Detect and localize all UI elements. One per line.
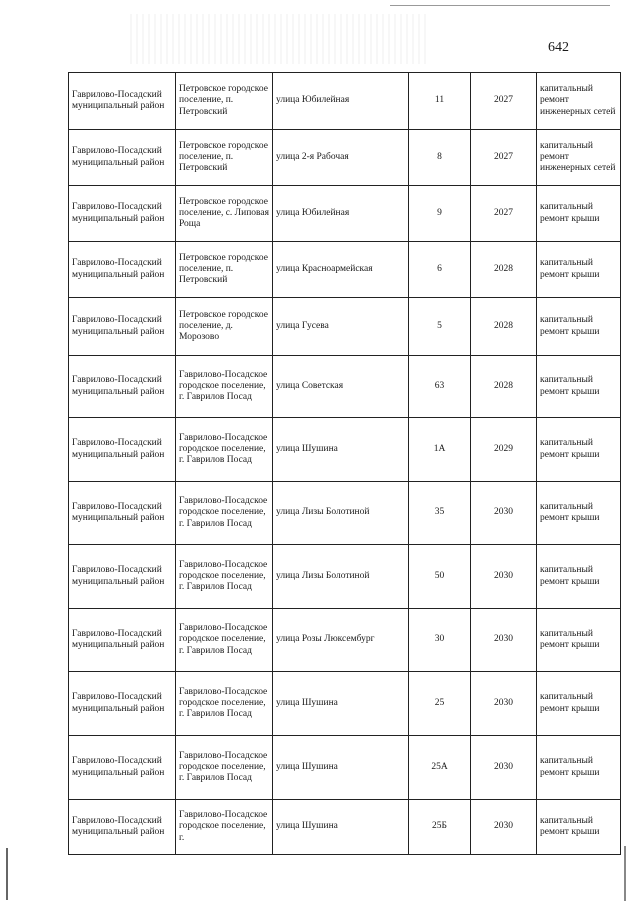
settlement-cell: Гаврилово-Посадское городское поселение, г. Гаврилов Посад	[176, 609, 273, 672]
district-cell: Гаврилово-Посадский муниципальный район	[69, 242, 176, 298]
district-cell: Гаврилово-Посадский муниципальный район	[69, 73, 176, 130]
street-cell: улица Красноармейская	[273, 242, 409, 298]
work-type-cell: капитальный ремонт крыши	[537, 242, 621, 298]
street-cell: улица Шушина	[273, 800, 409, 855]
street-cell: улица Шушина	[273, 418, 409, 482]
table-row	[69, 418, 621, 482]
house-number-cell: 6	[409, 242, 471, 298]
house-number-cell: 11	[409, 73, 471, 130]
house-number-cell: 50	[409, 545, 471, 609]
year-cell: 2030	[471, 609, 537, 672]
year-cell: 2030	[471, 672, 537, 736]
house-number-cell: 30	[409, 609, 471, 672]
street-cell: улица Шушина	[273, 736, 409, 800]
work-type-cell: капитальный ремонт крыши	[537, 672, 621, 736]
year-cell: 2030	[471, 800, 537, 855]
work-type-cell: капитальный ремонт крыши	[537, 418, 621, 482]
district-cell: Гаврилово-Посадский муниципальный район	[69, 736, 176, 800]
district-cell: Гаврилово-Посадский муниципальный район	[69, 609, 176, 672]
table-row	[69, 609, 621, 672]
district-cell: Гаврилово-Посадский муниципальный район	[69, 482, 176, 545]
district-cell: Гаврилово-Посадский муниципальный район	[69, 672, 176, 736]
settlement-cell: Петровское городское поселение, п. Петровский	[176, 73, 273, 130]
house-number-cell: 25Б	[409, 800, 471, 855]
work-type-cell: капитальный ремонт крыши	[537, 482, 621, 545]
settlement-cell: Гаврилово-Посадское городское поселение, г. Гаврилов Посад	[176, 418, 273, 482]
table-row	[69, 73, 621, 130]
street-cell: улица Юбилейная	[273, 73, 409, 130]
table-row	[69, 736, 621, 800]
work-type-cell: капитальный ремонт инженерных сетей	[537, 130, 621, 186]
year-cell: 2030	[471, 736, 537, 800]
house-number-cell: 8	[409, 130, 471, 186]
table-row	[69, 186, 621, 242]
settlement-cell: Гаврилово-Посадское городское поселение, г. Гаврилов Посад	[176, 545, 273, 609]
house-number-cell: 25А	[409, 736, 471, 800]
house-number-cell: 25	[409, 672, 471, 736]
street-cell: улица Гусева	[273, 298, 409, 356]
settlement-cell: Петровское городское поселение, п. Петровский	[176, 130, 273, 186]
settlement-cell: Петровское городское поселение, с. Липовая Роща	[176, 186, 273, 242]
work-type-cell: капитальный ремонт крыши	[537, 186, 621, 242]
year-cell: 2030	[471, 545, 537, 609]
work-type-cell: капитальный ремонт крыши	[537, 298, 621, 356]
settlement-cell: Гаврилово-Посадское городское поселение, г. Гаврилов Посад	[176, 736, 273, 800]
district-cell: Гаврилово-Посадский муниципальный район	[69, 356, 176, 418]
right-margin-mark	[624, 846, 626, 901]
district-cell: Гаврилово-Посадский муниципальный район	[69, 186, 176, 242]
settlement-cell: Гаврилово-Посадское городское поселение, г. Гаврилов Посад	[176, 356, 273, 418]
house-number-cell: 9	[409, 186, 471, 242]
house-number-cell: 5	[409, 298, 471, 356]
street-cell: улица Лизы Болотиной	[273, 482, 409, 545]
district-cell: Гаврилово-Посадский муниципальный район	[69, 130, 176, 186]
work-type-cell: капитальный ремонт крыши	[537, 609, 621, 672]
settlement-cell: Гаврилово-Посадское городское поселение, г. Гаврилов Посад	[176, 672, 273, 736]
work-type-cell: капитальный ремонт инженерных сетей	[537, 73, 621, 130]
table-row	[69, 482, 621, 545]
settlement-cell: Гаврилово-Посадское городское поселение, г. Гаврилов Посад	[176, 482, 273, 545]
year-cell: 2027	[471, 73, 537, 130]
street-cell: улица Советская	[273, 356, 409, 418]
work-type-cell: капитальный ремонт крыши	[537, 736, 621, 800]
year-cell: 2028	[471, 298, 537, 356]
table-row	[69, 298, 621, 356]
work-type-cell: капитальный ремонт крыши	[537, 545, 621, 609]
repair-registry-table	[68, 72, 621, 855]
district-cell: Гаврилово-Посадский муниципальный район	[69, 418, 176, 482]
table-row	[69, 800, 621, 855]
house-number-cell: 1А	[409, 418, 471, 482]
street-cell: улица Юбилейная	[273, 186, 409, 242]
settlement-cell: Петровское городское поселение, д. Морозово	[176, 298, 273, 356]
district-cell: Гаврилово-Посадский муниципальный район	[69, 800, 176, 855]
street-cell: улица 2-я Рабочая	[273, 130, 409, 186]
year-cell: 2028	[471, 356, 537, 418]
year-cell: 2027	[471, 186, 537, 242]
year-cell: 2030	[471, 482, 537, 545]
house-number-cell: 35	[409, 482, 471, 545]
table-row	[69, 356, 621, 418]
work-type-cell: капитальный ремонт крыши	[537, 800, 621, 855]
page-number: 642	[548, 40, 569, 55]
table-row	[69, 242, 621, 298]
street-cell: улица Лизы Болотиной	[273, 545, 409, 609]
work-type-cell: капитальный ремонт крыши	[537, 356, 621, 418]
house-number-cell: 63	[409, 356, 471, 418]
table-row	[69, 545, 621, 609]
district-cell: Гаврилово-Посадский муниципальный район	[69, 298, 176, 356]
street-cell: улица Шушина	[273, 672, 409, 736]
settlement-cell: Петровское городское поселение, п. Петровский	[176, 242, 273, 298]
scan-noise	[130, 14, 430, 64]
year-cell: 2029	[471, 418, 537, 482]
top-rule	[390, 5, 610, 6]
table-row	[69, 672, 621, 736]
table-row	[69, 130, 621, 186]
left-margin-mark	[6, 848, 8, 900]
street-cell: улица Розы Люксембург	[273, 609, 409, 672]
year-cell: 2027	[471, 130, 537, 186]
district-cell: Гаврилово-Посадский муниципальный район	[69, 545, 176, 609]
settlement-cell: Гаврилово-Посадское городское поселение, г.	[176, 800, 273, 855]
year-cell: 2028	[471, 242, 537, 298]
